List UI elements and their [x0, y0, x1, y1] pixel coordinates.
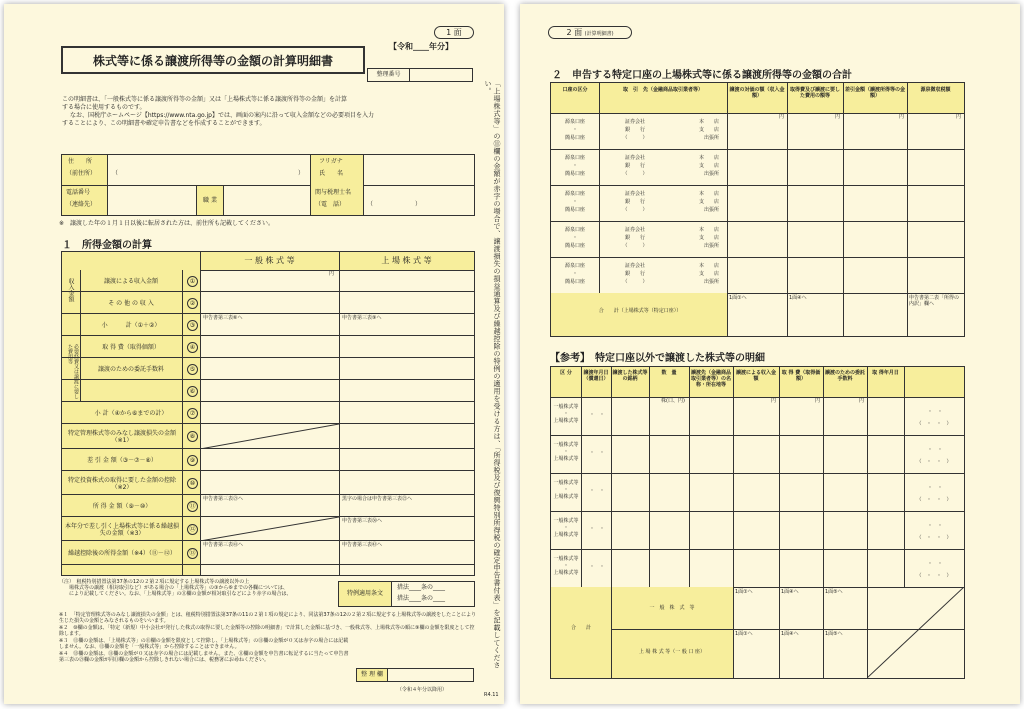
furigana-label: フリガナ — [319, 158, 343, 165]
row-divider — [551, 221, 964, 222]
dealer-type-option[interactable]: （ ） — [622, 279, 648, 285]
ref-total-note-listed: 1面④へ — [781, 631, 799, 637]
branch-type-option[interactable]: 支 店 — [698, 127, 719, 133]
row-divider — [551, 473, 964, 474]
account-type-option[interactable]: 簡易口座 — [564, 171, 585, 177]
row-divider — [62, 564, 474, 565]
income-calc-table — [61, 251, 475, 576]
acquired-date-paren: （ ・ ・ ） — [916, 497, 952, 503]
row-number-7: ⑦ — [187, 408, 198, 419]
stock-kind-option[interactable]: 一般株式等 — [553, 404, 579, 410]
footnotes-top — [59, 579, 334, 597]
stock-kind-option[interactable]: 上場株式等 — [553, 570, 579, 576]
transfer-note-general: 申告書第三表㉑へ — [203, 496, 244, 502]
transfer-note-listed: 申告書第三表⑨へ — [342, 315, 382, 321]
dealer-type-option[interactable]: （ ） — [622, 207, 648, 213]
col-divider — [787, 83, 788, 336]
ref-total-note-listed: 1面⑤へ — [825, 631, 843, 637]
intro-text — [62, 96, 477, 128]
acct-col-header: 差引金額（譲渡所得等の金額） — [845, 87, 906, 99]
yen-unit: 円 — [815, 398, 821, 404]
sochiho-field-1[interactable]: 措法____条の____ — [397, 584, 446, 591]
row-number-9: ⑨ — [187, 455, 198, 466]
ref-col-header: 譲渡した株式等の銘柄 — [612, 370, 648, 382]
dealer-type-option[interactable]: 銀 行 — [624, 127, 645, 133]
transfer-date-field[interactable]: ・ ・ — [589, 450, 605, 456]
calc-row-label: 取 得 費（取得価額） — [102, 344, 160, 351]
total-label: 合 計（上場株式等（特定口座）） — [598, 308, 682, 314]
yen-unit: 円 — [771, 398, 777, 404]
row-divider — [62, 401, 474, 402]
row-divider — [551, 511, 964, 512]
branch-type-option[interactable]: 出張所 — [703, 135, 719, 141]
seiri-number-box — [367, 68, 473, 82]
branch-type-option[interactable]: 支 店 — [698, 271, 719, 277]
row-number-5: ⑤ — [187, 364, 198, 375]
dealer-type-option[interactable]: 銀 行 — [624, 235, 645, 241]
specific-account-table — [550, 82, 965, 337]
dealer-type-option[interactable]: 銀 行 — [624, 199, 645, 205]
row-number-13: ⑬ — [187, 548, 198, 559]
tokurei-box — [338, 581, 475, 607]
calc-row-label: 本年分で差し引く上場株式等に係る繰越損失の金額（※3） — [64, 522, 179, 537]
branch-type-option[interactable]: 支 店 — [698, 235, 719, 241]
col-divider — [733, 587, 734, 678]
col-divider — [907, 83, 908, 336]
side-vertical-note: 「上場株式等」の⑪欄の金額が赤字の場合で、譲渡損失の損益通算及び繰越控除の特例の適用を受ける方は、「所得税及び復興特別所得税の確定申告書付表」を記載してください。 — [484, 80, 501, 669]
branch-type-option[interactable]: 本 店 — [698, 155, 719, 161]
calc-row-label: 差 引 金 額（③－⑦－⑧） — [87, 457, 157, 464]
row-number-6: ⑥ — [187, 386, 198, 397]
calc-row-label: 小 計（④から⑥までの計） — [94, 410, 168, 417]
acct-col-header: 源泉徴収税額 — [920, 87, 951, 93]
row-divider — [551, 149, 964, 150]
side-label-income: 収入金額 — [67, 278, 74, 302]
transfer-note-general: 申告書第三表㊶へ — [203, 542, 244, 548]
branch-type-option[interactable]: 本 店 — [698, 263, 719, 269]
transfer-date-field[interactable]: ・ ・ — [589, 526, 605, 532]
ref-total-general: 一 般 株 式 等 — [649, 605, 695, 611]
tokurei-label: 特例適用条文 — [339, 582, 392, 606]
yen-unit-general: 円 — [329, 271, 335, 277]
calc-row-label: 譲渡のための委託手数料 — [97, 366, 164, 373]
row-number-1: ① — [187, 276, 198, 287]
acquired-date-field[interactable]: ・ ・ — [927, 447, 943, 453]
dealer-type-option[interactable]: 銀 行 — [624, 271, 645, 277]
row-divider — [62, 313, 474, 314]
row-number-10: ⑩ — [187, 478, 198, 489]
transfer-date-field[interactable]: ・ ・ — [589, 564, 605, 570]
form-title: 株式等に係る譲渡所得等の金額の計算明細書 — [61, 46, 365, 74]
branch-type-option[interactable]: 出張所 — [703, 171, 719, 177]
col-divider — [689, 367, 690, 587]
section-1-title: １ 所得金額の計算 — [62, 240, 152, 251]
calc-row-label — [82, 382, 180, 401]
stock-kind-option[interactable]: 一般株式等 — [553, 442, 579, 448]
row-divider — [62, 379, 474, 380]
tax-accountant-label: 関与税理士名 — [315, 189, 352, 196]
ref-total-bg — [551, 587, 733, 678]
reference-title: 【参考】 特定口座以外で譲渡した株式等の明細 — [550, 353, 765, 364]
acquired-date-paren: （ ・ ・ ） — [916, 535, 952, 541]
dealer-type-option[interactable]: 銀 行 — [624, 163, 645, 169]
ref-col-header: 取 得年月日 — [872, 370, 899, 376]
reference-table — [550, 366, 965, 679]
account-type-option[interactable]: 簡易口座 — [564, 135, 585, 141]
acct-col-header: 取 引 先（金融商品取引業者等） — [622, 87, 703, 93]
account-type-option[interactable]: ・ — [572, 127, 578, 133]
account-type-option[interactable]: 源泉口座 — [564, 155, 585, 161]
transfer-note-listed: 申告書第三表㊿へ — [342, 518, 383, 524]
row-divider — [62, 470, 474, 471]
acquired-date-field[interactable]: ・ ・ — [927, 485, 943, 491]
disabled-cell-slash — [200, 424, 339, 449]
account-type-option[interactable]: 源泉口座 — [564, 263, 585, 269]
yen-unit: 円 — [835, 114, 841, 120]
footnote-line: ※３ ⑫欄の金額は、「上場株式等」の⑪欄の金額を限度として控除し、「上場株式等」の⑪欄の金額が０又は赤字の場合には記載しません。なお、⑫欄の金額を「一般株式等」から控除することはできません。 — [59, 638, 349, 650]
name-label: 氏 名 — [319, 170, 344, 177]
col-divider — [611, 587, 612, 678]
intro-line: することにより、この明細書や確定申告書などを作成することができます。 — [62, 120, 266, 127]
transfer-date-field[interactable]: ・ ・ — [589, 488, 605, 494]
col-divider — [843, 83, 844, 336]
yen-unit: 円 — [899, 114, 905, 120]
account-type-option[interactable]: ・ — [572, 199, 578, 205]
row-number-8: ⑧ — [187, 431, 198, 442]
dealer-type-option[interactable]: （ ） — [622, 243, 648, 249]
prev-address-label: （前住所） — [66, 170, 97, 177]
stock-kind-option[interactable]: 上場株式等 — [553, 418, 579, 424]
footer-era: （令和４年分以降用） — [397, 687, 448, 693]
stock-kind-option[interactable]: 上場株式等 — [553, 456, 579, 462]
account-type-option[interactable]: 源泉口座 — [564, 227, 585, 233]
branch-type-option[interactable]: 出張所 — [703, 243, 719, 249]
stock-kind-option[interactable]: 一般株式等 — [553, 480, 579, 486]
page-number-sub: (計算明細書) — [584, 31, 614, 37]
account-type-option[interactable]: ・ — [572, 163, 578, 169]
dealer-type-option[interactable]: （ ） — [622, 135, 648, 141]
footnote-line: により記載してください。なお、「上場株式等」の⑪欄の金額が相対取引などにより赤字の場合は、 — [59, 591, 292, 597]
phone-label: 電話番号 — [66, 189, 91, 196]
total-transfer-note: 1面①へ — [729, 295, 747, 301]
ref-col-header: 譲渡年月日（償還日） — [583, 370, 609, 382]
acquired-date-paren: （ ・ ・ ） — [916, 421, 952, 427]
row-divider — [551, 435, 964, 436]
account-type-option[interactable]: 源泉口座 — [564, 119, 585, 125]
ref-total-note-listed: 1面①へ — [735, 631, 753, 637]
row-divider — [62, 357, 474, 358]
ref-total-note-general: 1面⑤へ — [825, 589, 843, 595]
address-block — [61, 154, 475, 216]
page-number-badge — [548, 26, 632, 39]
ref-total-label: 合 計 — [570, 625, 591, 631]
col-divider — [649, 367, 650, 587]
acquired-date-field[interactable]: ・ ・ — [927, 523, 943, 529]
stock-kind-option[interactable]: ・ — [563, 487, 569, 493]
stock-kind-option[interactable]: 上場株式等 — [553, 494, 579, 500]
row-divider — [551, 185, 964, 186]
intro-line: なお、国税庁ホームページ【https://www.nta.go.jp】では、画面の案内に沿って収入金額などの必要項目を入力 — [70, 112, 374, 119]
occupation-label: 職 業 — [196, 186, 224, 215]
transfer-note-listed: 黒字の場合は申告書第三表㉒へ — [342, 496, 413, 502]
account-type-option[interactable]: ・ — [572, 235, 578, 241]
intro-line: する場合に使用するものです。 — [62, 104, 146, 111]
branch-type-option[interactable]: 支 店 — [698, 199, 719, 205]
dealer-type-option[interactable]: 証券会社 — [624, 155, 645, 161]
row-divider — [551, 257, 964, 258]
row-divider — [62, 291, 474, 292]
acct-col-header: 譲渡の対価の額（収入金額） — [729, 87, 785, 99]
transfer-note-general: 申告書第三表⑥へ — [203, 315, 243, 321]
col-divider — [611, 367, 612, 587]
calc-row-label: 繰越控除後の所得金額（※4）（⑪－⑫） — [68, 550, 176, 557]
ref-col-header: 譲渡のための委託手数料 — [824, 370, 865, 382]
dealer-type-option[interactable]: 証券会社 — [624, 191, 645, 197]
total-transfer-note: 1面④へ — [789, 295, 807, 301]
footnote-line: ※４ ⑬欄の金額は、⑪欄の金額が０又は赤字の場合には記載しません。また、⑪欄の金額を申告書に転記するに当たって申告書第三表の㉑欄の金額が同⑪欄の金額から控除しきれない場合には、税務署にお尋ねください。 — [59, 651, 349, 663]
ref-total-note-general: 1面④へ — [781, 589, 799, 595]
branch-type-option[interactable]: 支 店 — [698, 163, 719, 169]
acquired-date-paren: （ ・ ・ ） — [916, 459, 952, 465]
account-type-option[interactable]: 簡易口座 — [564, 207, 585, 213]
stock-kind-option[interactable]: ・ — [563, 525, 569, 531]
footnotes-bottom — [59, 612, 479, 663]
branch-type-option[interactable]: 出張所 — [703, 207, 719, 213]
col-listed-header: 上 場 株 式 等 — [381, 256, 432, 265]
intro-line: この明細書は、「一般株式等に係る譲渡所得等の金額」又は「上場株式等に係る譲渡所得等の金額」を計算 — [62, 96, 348, 103]
footer-code: R4.11 — [484, 692, 499, 698]
acquired-date-paren: （ ・ ・ ） — [916, 573, 952, 579]
acct-col-header: 取得費及び譲渡に要した費用の額等 — [789, 87, 840, 99]
col-divider — [727, 83, 728, 336]
ref-col-header: 数 量 — [661, 370, 677, 376]
calc-row-label: 特定管理株式等のみなし譲渡損失の金額（※1） — [67, 430, 176, 444]
transfer-date-field[interactable]: ・ ・ — [589, 412, 605, 418]
total-label-bg — [551, 293, 727, 336]
stock-kind-option[interactable]: ・ — [563, 411, 569, 417]
page-number: 2 面 — [566, 28, 583, 37]
row-number-12: ⑫ — [187, 524, 198, 535]
col-divider — [733, 367, 734, 587]
ref-col-header: 取 得 費（取得価額） — [781, 370, 821, 382]
tax-accountant-phone-field[interactable]: （ ） — [367, 201, 422, 208]
address-label: 住 所 — [68, 158, 93, 165]
row-divider — [62, 494, 474, 495]
branch-type-option[interactable]: 出張所 — [703, 279, 719, 285]
account-type-option[interactable]: ・ — [572, 271, 578, 277]
row-number-2: ② — [187, 298, 198, 309]
disabled-cell-slash — [867, 587, 964, 678]
row-number-4: ④ — [187, 342, 198, 353]
branch-type-option[interactable]: 本 店 — [698, 227, 719, 233]
qty-unit: 株(口、円) — [661, 398, 685, 404]
seiri-bottom-box — [356, 668, 474, 682]
calc-row-label: 譲渡による収入金額 — [103, 278, 158, 285]
dealer-type-option[interactable]: 証券会社 — [624, 119, 645, 125]
col-divider — [779, 587, 780, 678]
ref-col-header: 譲渡による収入金額 — [735, 370, 776, 382]
stock-kind-option[interactable]: 上場株式等 — [553, 532, 579, 538]
dealer-type-option[interactable]: 証券会社 — [624, 263, 645, 269]
era-year: 【令和____年分】 — [389, 42, 453, 51]
stock-kind-option[interactable]: 一般株式等 — [553, 556, 579, 562]
col-divider — [904, 367, 905, 587]
calc-row-label: 小 計（①＋②） — [101, 322, 161, 329]
side-label-expense: 必要経費又は譲渡に要した費用等 — [67, 344, 79, 399]
ref-col-header: 譲渡先（金融商品取引業者等）の名称・所在地等 — [690, 370, 731, 388]
section-2-title: ２ 申告する特定口座の上場株式等に係る譲渡所得等の金額の合計 — [552, 70, 852, 81]
paren-close: ） — [298, 170, 305, 177]
form-page-1 — [4, 4, 504, 704]
sochiho-field-2[interactable]: 措法____条の____ — [397, 595, 446, 602]
calc-row-label: 所 得 金 額（⑨－⑩） — [92, 503, 152, 510]
footnote-line: （注） 租税特別措置法第37条の12の２第２項に規定する上場株式等の譲渡以外の上 — [59, 579, 250, 585]
disabled-cell-slash — [200, 517, 339, 541]
row-number-11: ⑪ — [187, 501, 198, 512]
acquired-date-field[interactable]: ・ ・ — [927, 561, 943, 567]
yen-unit: 円 — [859, 398, 865, 404]
acquired-date-field[interactable]: ・ ・ — [927, 409, 943, 415]
branch-type-option[interactable]: 本 店 — [698, 191, 719, 197]
calc-row-label: 特定投資株式の取得に要した金額の控除（※2） — [67, 476, 176, 491]
contact-label: （連絡先） — [66, 201, 97, 208]
footnote-line: ※２ ⑩欄の金額は、「特定（新規）中小会社が発行した株式の取得に要した金額等の控除の明細書」で計算した金額に基づき、一般株式等、上場株式等の順に⑨欄の金額を限度として控除します。 — [59, 625, 475, 637]
branch-type-option[interactable]: 本 店 — [698, 119, 719, 125]
account-type-option[interactable]: 簡易口座 — [564, 279, 585, 285]
acct-col-header: 口座の区分 — [562, 87, 588, 93]
col-general-header: 一 般 株 式 等 — [244, 256, 295, 265]
col-divider — [823, 367, 824, 587]
col-divider — [867, 367, 868, 587]
calc-row-label: そ の 他 の 収 入 — [108, 300, 154, 307]
col-divider — [581, 367, 582, 587]
transfer-note-listed: 申告書第三表㊸へ — [342, 542, 383, 548]
col-divider — [823, 587, 824, 678]
tax-accountant-phone-label: （電 話） — [315, 201, 346, 208]
paren-open: （ — [112, 170, 119, 177]
row-divider — [62, 335, 474, 336]
yen-unit: 円 — [779, 114, 785, 120]
row-divider — [551, 549, 964, 550]
account-type-option[interactable]: 源泉口座 — [564, 191, 585, 197]
stock-kind-option[interactable]: ・ — [563, 563, 569, 569]
yen-unit: 円 — [956, 114, 962, 120]
move-note: ※ 譲渡した年の１月１日以後に転居された方は、前住所も記載してください。 — [59, 220, 275, 227]
stock-kind-option[interactable]: 一般株式等 — [553, 518, 579, 524]
footnote-line: 場株式等の譲渡（相対取引など）がある場合の「上場株式等」の③から⑥までの各欄については、 — [59, 585, 288, 591]
stock-kind-option[interactable]: ・ — [563, 449, 569, 455]
seiri-bottom-label: 整 理 欄 — [357, 669, 388, 681]
row-number-3: ③ — [187, 320, 198, 331]
account-type-option[interactable]: 簡易口座 — [564, 243, 585, 249]
footnote-line: ※１ 「特定管理株式等のみなし譲渡損失の金額」とは、租税特別措置法第37条の11の２第１項の規定により、同法第37条の12の２第２項に規定する上場株式等の譲渡をしたことにより生じた損失の金額とみなされるものをいいます。 — [59, 612, 477, 624]
col-divider — [779, 367, 780, 587]
ref-col-header: 区 分 — [560, 370, 572, 376]
total-transfer-note: 申告書第二表「所得の内訳」欄へ — [909, 295, 960, 307]
ref-total-listed: 上 場 株 式 等（一 般 口 座） — [638, 649, 706, 655]
ref-total-note-general: 1面①へ — [735, 589, 753, 595]
page-number-badge: 1 面 — [434, 26, 474, 39]
dealer-type-option[interactable]: 証券会社 — [624, 227, 645, 233]
seiri-number-label: 整理番号 — [368, 69, 410, 81]
dealer-type-option[interactable]: （ ） — [622, 171, 648, 177]
form-page-2 — [520, 4, 1020, 704]
